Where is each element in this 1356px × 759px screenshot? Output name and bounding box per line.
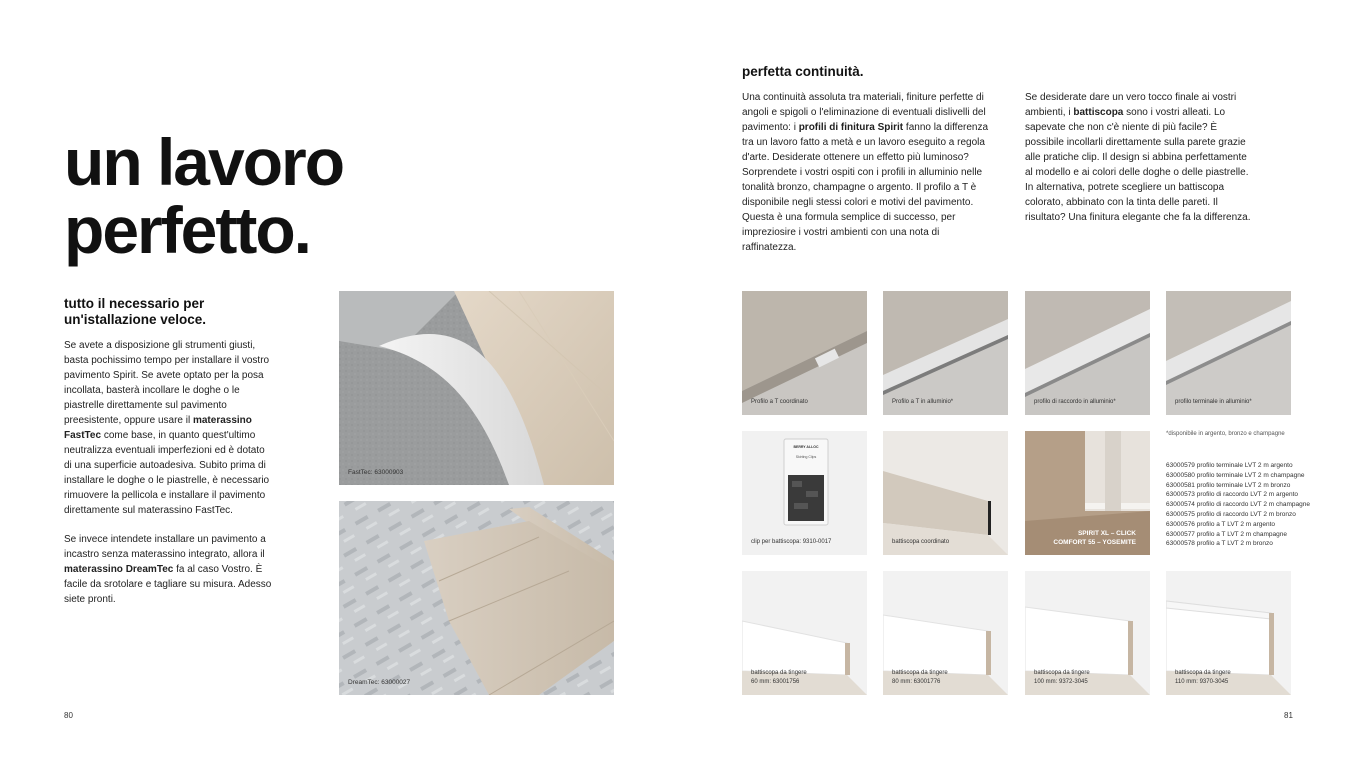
- caption-battiscopa-80: battiscopa da tingere 80 mm: 63001776: [892, 670, 948, 685]
- caption-battiscopa-100: battiscopa da tingere 100 mm: 9372-3045: [1034, 670, 1090, 685]
- tile-battiscopa-110: [1166, 571, 1291, 695]
- profilo-t-coordinato-image: [742, 291, 867, 415]
- dreamtec-image: [339, 501, 614, 695]
- caption-battiscopa-60: battiscopa da tingere 60 mm: 63001756: [751, 670, 807, 685]
- product-code-item: 63000580 profilo terminale LVT 2 m champagne: [1166, 471, 1305, 479]
- battiscopa-coordinato-image: [883, 431, 1008, 555]
- availability-footnote: *disponibile in argento, bronzo e champagne: [1166, 431, 1285, 437]
- product-code-item: 63000574 profilo di raccordo LVT 2 m champagne: [1166, 501, 1310, 509]
- right-column-2: Se desiderate dare un vero tocco finale ai vostri ambienti, i battiscopa sono i vostri alleati. Lo sapevate che non c'è niente di più facile? È possibile incollarli direttamente sulla parete grazie alle pratiche clip. Il design si abbina perfettamente al modello e ai colori delle doghe o delle piastrelle. In alternativa, potrete scegliere un battiscopa colorato, abbinato con la tinta delle pareti. Il risultato? Una finitura elegante che fa la differenza.: [1025, 92, 1251, 223]
- left-paragraph-2: Se invece intendete installare un pavimento a incastro senza materassino integrato, allora il materassino DreamTec fa al caso Vostro. È facile da srotolare e tagliare su misura. Adesso siete pronti.: [64, 534, 272, 605]
- caption-battiscopa-coordinato: battiscopa coordinato: [892, 539, 950, 545]
- fasttec-photo: [339, 291, 614, 485]
- headline-line-2: perfetto.: [64, 193, 310, 267]
- profilo-raccordo-image: [1025, 291, 1150, 415]
- page-number-right: 81: [1284, 711, 1293, 720]
- left-paragraph-1: Se avete a disposizione gli strumenti giusti, basta pochissimo tempo per installare il vostro pavimento Spirit. Se avete optato per la posa incollata, basterà incollare le doghe o le piastrelle direttamente sul pavimento preesistente, oppure usare il materassino FastTec come base, in quanto quest'ultimo neutralizza eventuali imperfezioni ed è dotato di una superficie autoadesiva. Subito prima di installare le doghe o le piastrelle, è necessario rimuovere la pellicola e installare il pavimento direttamente sul materassino FastTec.: [64, 340, 270, 516]
- dreamtec-emphasis: materassino DreamTec: [64, 564, 174, 575]
- product-code-item: 63000579 profilo terminale LVT 2 m argento: [1166, 462, 1293, 469]
- product-code-item: 63000575 profilo di raccordo LVT 2 m bronzo: [1166, 510, 1296, 518]
- left-subtitle: [64, 296, 206, 328]
- product-code-item: 63000573 profilo di raccordo LVT 2 m argento: [1166, 491, 1299, 499]
- right-title: perfetta continuità.: [742, 64, 864, 79]
- page-number-left: 80: [64, 711, 73, 720]
- tile-profilo-t-coordinato: [742, 291, 867, 415]
- overlay-line-2: COMFORT 55 – YOSEMITE: [1053, 539, 1136, 546]
- tile-battiscopa-60: [742, 571, 867, 695]
- page-headline: [64, 125, 344, 267]
- caption-profilo-raccordo: profilo di raccordo in alluminio*: [1034, 399, 1116, 405]
- product-codes-list: [1166, 461, 1336, 549]
- tile-spirit-xl-photo: [1025, 431, 1150, 555]
- overlay-line-1: SPIRIT XL – CLICK: [1077, 530, 1136, 537]
- product-code-item: 63000577 profilo a T LVT 2 m champagne: [1166, 530, 1287, 538]
- tile-battiscopa-100: [1025, 571, 1150, 695]
- spirit-xl-overlay: [1053, 529, 1136, 547]
- tile-profilo-t-alluminio: [883, 291, 1008, 415]
- tile-profilo-terminale: [1166, 291, 1291, 415]
- subtitle-line-2: un'istallazione veloce.: [64, 312, 207, 327]
- subtitle-line-1: tutto il necessario per: [64, 296, 205, 311]
- caption-profilo-t-coordinato: Profilo a T coordinato: [751, 399, 808, 405]
- dreamtec-caption: DreamTec: 63000027: [348, 679, 411, 686]
- product-code-item: 63000581 profilo terminale LVT 2 m bronzo: [1166, 481, 1291, 489]
- package-brand: BERRY ALLOC: [793, 445, 819, 449]
- tile-battiscopa-coordinato: [883, 431, 1008, 555]
- tile-battiscopa-80: [883, 571, 1008, 695]
- caption-clip-battiscopa: clip per battiscopa: 9310-0017: [751, 539, 832, 545]
- dreamtec-photo: [339, 501, 614, 695]
- profilo-t-alluminio-image: [883, 291, 1008, 415]
- battiscopa-emphasis: battiscopa: [1073, 107, 1124, 118]
- fasttec-caption: FastTec: 63000903: [348, 469, 404, 476]
- tile-clip-battiscopa: [742, 431, 867, 555]
- product-code-item: 63000578 profilo a T LVT 2 m bronzo: [1166, 540, 1273, 548]
- profilo-terminale-image: [1166, 291, 1291, 415]
- product-code-item: 63000576 profilo a T LVT 2 m argento: [1166, 520, 1276, 528]
- fasttec-image: [339, 291, 614, 485]
- caption-battiscopa-110: battiscopa da tingere 110 mm: 9370-3045: [1175, 670, 1231, 685]
- headline-line-1: un lavoro: [64, 125, 344, 199]
- tile-profilo-raccordo: [1025, 291, 1150, 415]
- fasttec-emphasis: materassino FastTec: [64, 415, 252, 441]
- package-label: Skirting Clips: [795, 455, 817, 459]
- caption-profilo-t-alluminio: Profilo a T in alluminio*: [892, 399, 954, 405]
- caption-profilo-terminale: profilo terminale in alluminio*: [1175, 399, 1252, 405]
- right-column-1: Una continuità assoluta tra materiali, finiture perfette di angoli e spigoli o l'eliminazione di eventuali dislivelli del pavimento: i profili di finitura Spirit fanno la differenza tra un lavoro fatto a metà e un lavoro eseguito a regola d'arte. Desiderate ottenere un effetto più luminoso? Sorprendete i vostri ospiti con i profili in alluminio nelle tonalità bronzo, champagne o argento. Il profilo a T è disponibile negli stessi colori e motivi del pavimento. Questa è una formula semplice di successo, per impreziosire i vostri ambienti con una nota di raffinatezza.: [742, 92, 989, 253]
- profili-emphasis: profili di finitura Spirit: [798, 122, 904, 133]
